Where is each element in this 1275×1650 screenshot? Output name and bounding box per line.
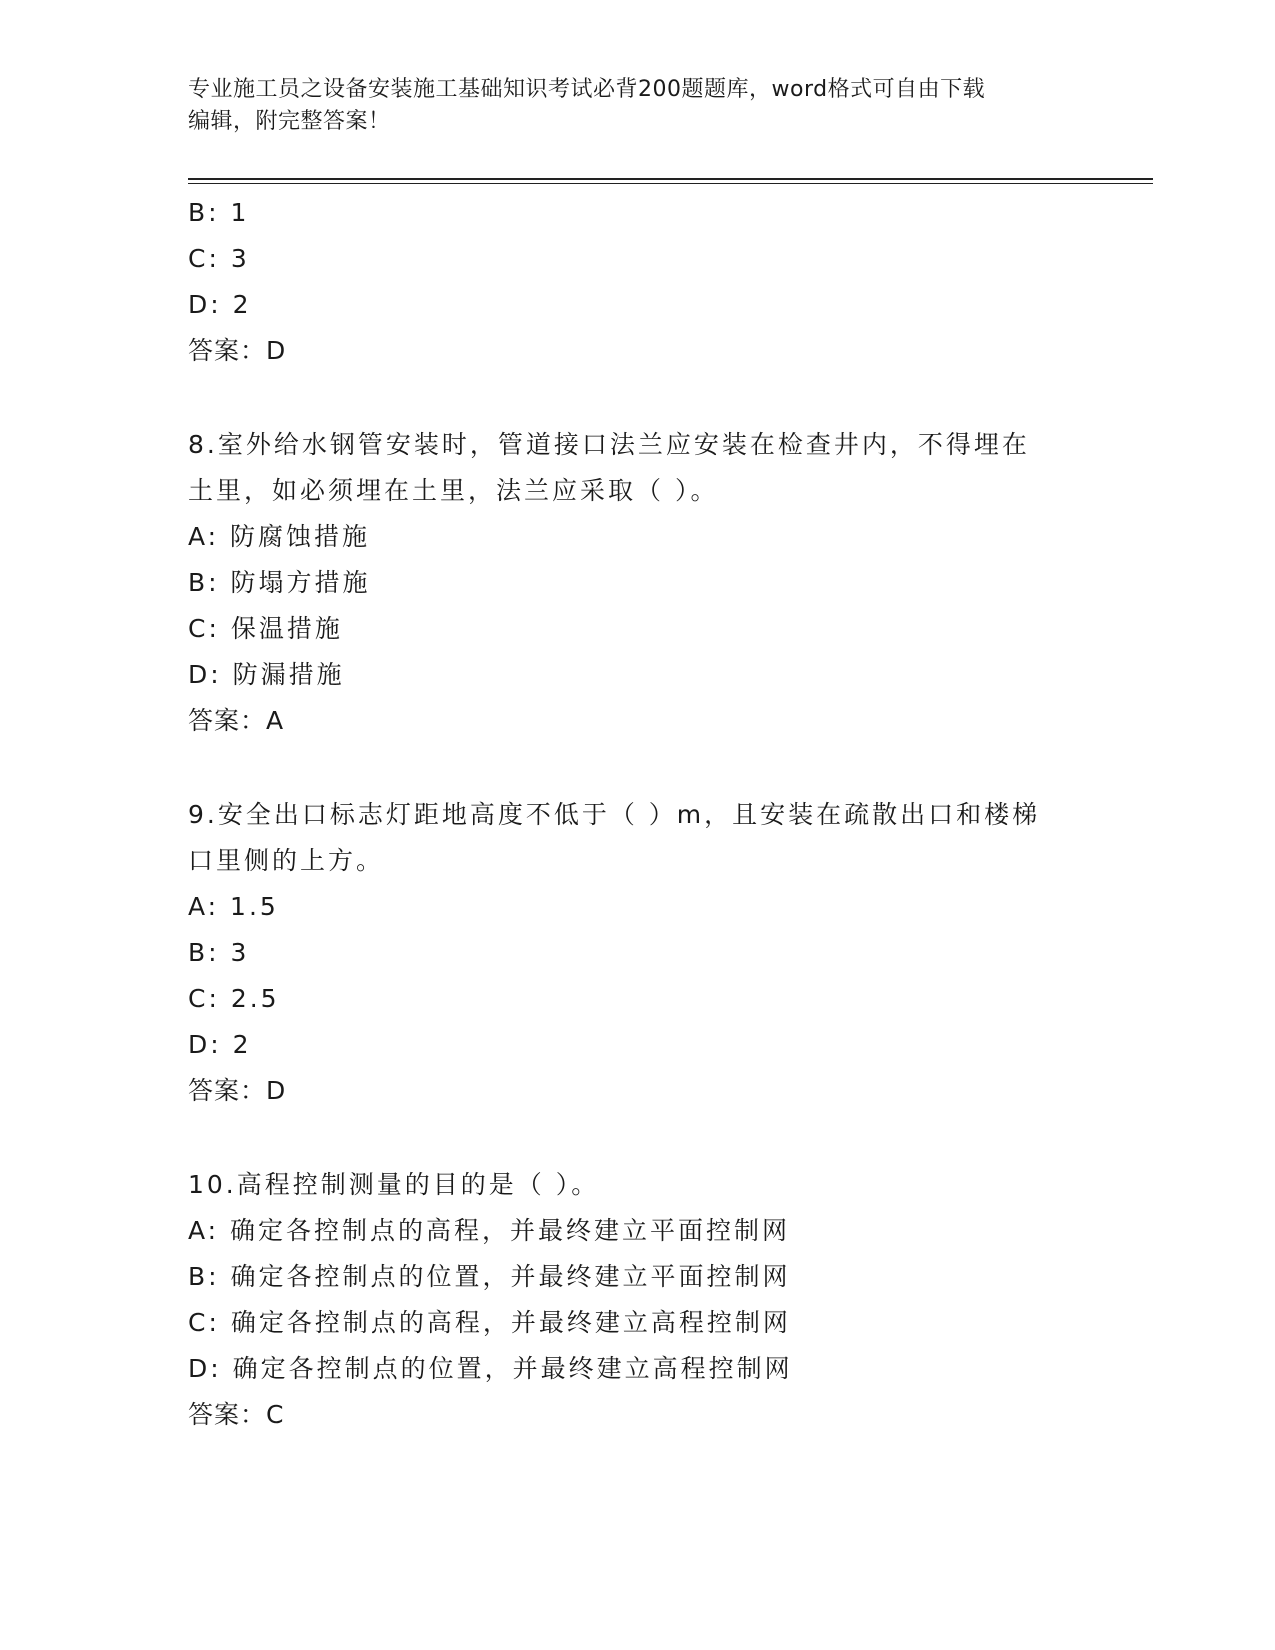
option-c: C: 3	[188, 244, 250, 273]
spacer	[188, 1114, 1088, 1162]
header-divider-thick	[188, 178, 1153, 180]
question-content	[188, 190, 1088, 1438]
question-7	[188, 190, 1088, 374]
answer-line: 答案：C	[188, 1400, 285, 1429]
option-b: B: 1	[188, 198, 250, 227]
option-a: A: 确定各控制点的高程，并最终建立平面控制网	[188, 1216, 791, 1245]
option-c: C: 2.5	[188, 984, 280, 1013]
answer-line: 答案：D	[188, 336, 287, 365]
answer-line: 答案：D	[188, 1076, 287, 1105]
header-divider-thin	[188, 183, 1153, 184]
option-c: C: 保温措施	[188, 614, 343, 643]
question-10	[188, 1162, 1088, 1438]
option-b: B: 3	[188, 938, 250, 967]
spacer	[188, 744, 1088, 792]
question-9	[188, 792, 1088, 1114]
option-d: D: 确定各控制点的位置，并最终建立高程控制网	[188, 1354, 793, 1383]
option-a: A: 防腐蚀措施	[188, 522, 371, 551]
page-header	[188, 74, 1068, 138]
option-d: D: 2	[188, 1030, 252, 1059]
question-stem: 8.室外给水钢管安装时，管道接口法兰应安装在检查井内，不得埋在	[188, 430, 1030, 459]
header-title-line1: 专业施工员之设备安装施工基础知识考试必背200题题库，word格式可自由下载	[188, 77, 986, 102]
option-d: D: 2	[188, 290, 252, 319]
question-stem-continued: 口里侧的上方。	[188, 846, 385, 875]
question-8	[188, 422, 1088, 744]
answer-line: 答案：A	[188, 706, 285, 735]
option-c: C: 确定各控制点的高程，并最终建立高程控制网	[188, 1308, 791, 1337]
question-stem: 9.安全出口标志灯距地高度不低于（ ）m，且安装在疏散出口和楼梯	[188, 800, 1041, 829]
header-title-line2: 编辑，附完整答案！	[188, 109, 391, 134]
question-stem-continued: 土里，如必须埋在土里，法兰应采取（ ）。	[188, 476, 719, 505]
option-d: D: 防漏措施	[188, 660, 345, 689]
option-b: B: 防塌方措施	[188, 568, 371, 597]
option-b: B: 确定各控制点的位置，并最终建立平面控制网	[188, 1262, 791, 1291]
option-a: A: 1.5	[188, 892, 279, 921]
spacer	[188, 374, 1088, 422]
question-stem: 10.高程控制测量的目的是（ ）。	[188, 1170, 600, 1199]
